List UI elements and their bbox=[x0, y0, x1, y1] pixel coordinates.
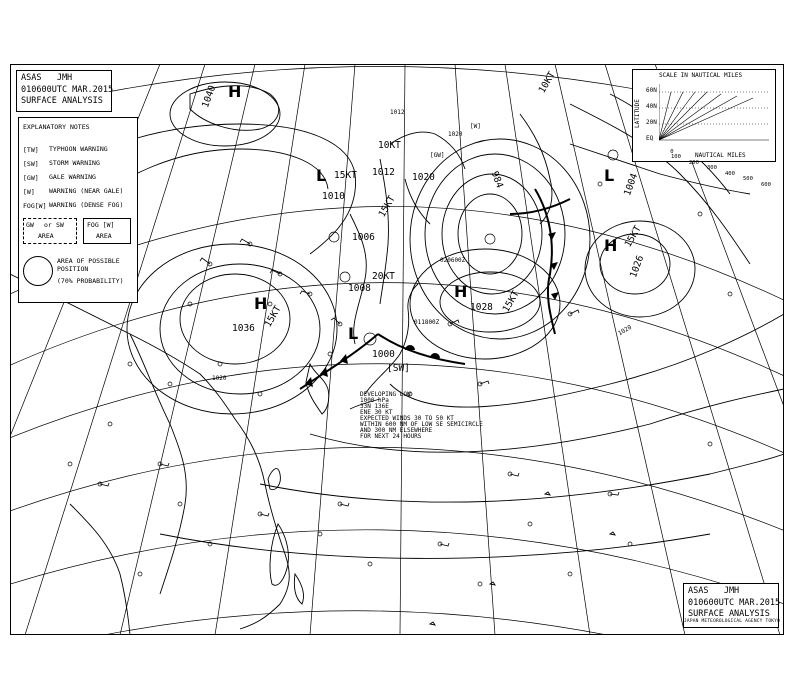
title-line-3: SURFACE ANALYSIS bbox=[21, 96, 103, 106]
pressure-label: 1000 bbox=[372, 349, 395, 360]
note-code: [W] bbox=[23, 188, 35, 196]
nm-tick: 100 bbox=[671, 154, 681, 160]
gale-area-legend bbox=[23, 218, 77, 244]
scale-x-label: NAUTICAL MILES bbox=[695, 152, 746, 159]
scale-box bbox=[632, 69, 776, 188]
note-line: FOR NEXT 24 HOURS bbox=[360, 433, 422, 440]
scale-title: SCALE IN NAUTICAL MILES bbox=[659, 72, 743, 79]
note-code: [TW] bbox=[23, 146, 39, 154]
wind-label: 15KT bbox=[334, 170, 357, 181]
note-code: [SW] bbox=[23, 160, 39, 168]
warning-label: [W] bbox=[470, 123, 481, 130]
isobar-label: 1020 bbox=[448, 131, 463, 138]
high-symbol: H bbox=[228, 82, 242, 101]
note-line: AND 300 NM ELSEWHERE bbox=[360, 427, 433, 434]
wind-label: 15KT bbox=[622, 223, 644, 250]
scale-graph bbox=[659, 84, 771, 142]
title-box-top bbox=[16, 70, 112, 112]
title-line-2: 010600UTC MAR.2015 bbox=[688, 597, 781, 608]
possible-line-2: POSITION bbox=[57, 265, 89, 273]
pressure-label: 1010 bbox=[322, 191, 345, 202]
isobar-label: 1012 bbox=[390, 109, 405, 116]
pressure-label: 1026 bbox=[628, 254, 647, 280]
low-symbol: L bbox=[604, 166, 615, 185]
note-line: DEVELOPING LOW bbox=[360, 391, 411, 398]
nm-tick: 300 bbox=[707, 165, 717, 171]
storm-area-code: SW bbox=[56, 221, 64, 229]
pressure-label: 984 bbox=[488, 169, 505, 190]
lat-tick: EQ bbox=[646, 135, 654, 142]
wind-label: 20KT bbox=[372, 271, 395, 282]
scale-y-label: LATITUDE bbox=[634, 99, 641, 128]
nm-tick: 400 bbox=[725, 170, 735, 177]
high-symbol: H bbox=[604, 236, 618, 255]
pressure-label: 1008 bbox=[348, 283, 371, 294]
note-code: FOG[W] bbox=[23, 202, 47, 210]
wind-label: 15KT bbox=[262, 303, 284, 330]
wind-label: 10KT bbox=[536, 69, 558, 96]
fog-area-legend bbox=[83, 218, 131, 244]
fog-area-label: AREA bbox=[96, 232, 112, 240]
possible-line-3: (70% PROBABILITY) bbox=[57, 277, 124, 285]
title-line-3: SURFACE ANALYSIS bbox=[688, 609, 770, 619]
front-time-label: 020600Z bbox=[440, 257, 466, 264]
high-symbol: H bbox=[454, 282, 468, 301]
title-line-1: ASAS JMH bbox=[688, 586, 740, 596]
note-line: 33N 136E bbox=[360, 403, 389, 410]
wind-label: 10KT bbox=[378, 140, 401, 151]
lat-tick: 20N bbox=[646, 119, 657, 126]
isobar-label: 1020 bbox=[616, 323, 633, 338]
note-text: GALE WARNING bbox=[49, 173, 96, 181]
pressure-label: 1004 bbox=[622, 172, 641, 198]
isobar-label: 1020 bbox=[212, 375, 227, 382]
pressure-label: 1036 bbox=[232, 323, 255, 334]
wind-label: 15KT bbox=[376, 193, 398, 220]
fronts bbox=[300, 189, 570, 389]
nm-tick: 0 bbox=[670, 148, 674, 155]
note-line: ENE 30 KT bbox=[360, 409, 393, 416]
storm-warning-label: [SW] bbox=[387, 363, 410, 374]
note-text: WARNING (NEAR GALE) bbox=[49, 187, 124, 195]
gale-area-code: GW bbox=[26, 221, 34, 229]
front-time-label: 011800Z bbox=[414, 319, 440, 326]
lat-tick: 60N bbox=[646, 87, 657, 94]
low-centers bbox=[329, 150, 618, 345]
note-line: WITHIN 600 NM OF LOW SE SEMICIRCLE bbox=[360, 421, 483, 428]
pressure-label: 1006 bbox=[352, 232, 375, 243]
agency-credit: JAPAN METEOROLOGICAL AGENCY TOKYO bbox=[684, 619, 781, 624]
gale-area-or: or bbox=[44, 221, 52, 229]
gale-warning-label: [GW] bbox=[430, 152, 445, 159]
gale-area-label: AREA bbox=[38, 232, 54, 240]
low-symbol: L bbox=[316, 166, 327, 185]
developing-low-note bbox=[360, 392, 483, 440]
note-text: WARNING (DENSE FOG) bbox=[49, 201, 124, 209]
note-text: STORM WARNING bbox=[49, 159, 100, 167]
title-line-2: 010600UTC MAR.2015 bbox=[21, 84, 114, 95]
pressure-label: 1040 bbox=[200, 84, 219, 110]
probability-circle-icon bbox=[23, 256, 53, 286]
nm-tick: 600 bbox=[761, 181, 771, 188]
note-text: TYPHOON WARNING bbox=[49, 145, 108, 153]
note-code: [GW] bbox=[23, 174, 39, 182]
notes-heading: EXPLANATORY NOTES bbox=[23, 123, 90, 131]
note-line: 1000 hPa bbox=[360, 397, 389, 404]
explanatory-notes bbox=[18, 117, 138, 303]
possible-line-1: AREA OF POSSIBLE bbox=[57, 257, 120, 265]
note-line: EXPECTED WINDS 30 TO 50 KT bbox=[360, 415, 454, 422]
lat-tick: 40N bbox=[646, 103, 657, 110]
wind-label: 15KT bbox=[500, 288, 522, 315]
nm-tick: 500 bbox=[743, 176, 753, 182]
pressure-label: 1012 bbox=[372, 167, 395, 178]
nm-tick: 200 bbox=[689, 159, 699, 166]
title-line-1: ASAS JMH bbox=[21, 73, 73, 83]
fog-area-code: FOG [W] bbox=[87, 221, 115, 229]
pressure-label: 1020 bbox=[412, 172, 435, 183]
low-symbol: L bbox=[348, 324, 359, 343]
pressure-label: 1028 bbox=[470, 302, 493, 313]
high-symbol: H bbox=[254, 294, 268, 313]
